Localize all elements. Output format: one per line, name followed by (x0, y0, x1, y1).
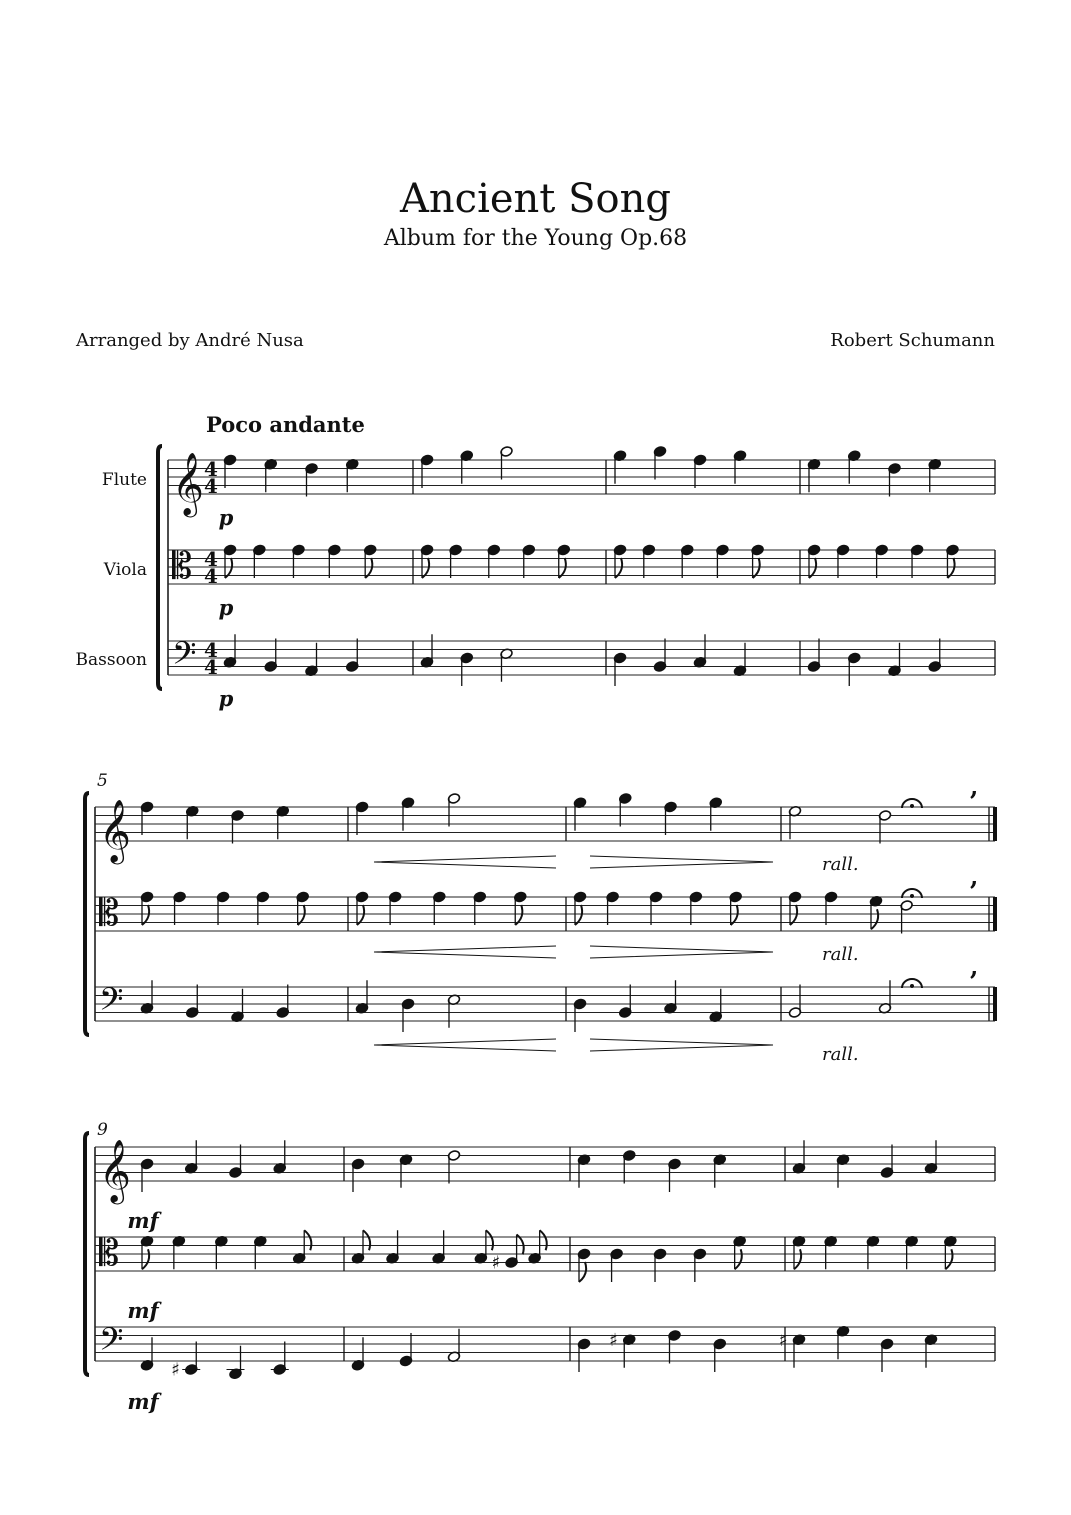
time-signature-top: 4 (204, 457, 218, 481)
dynamic-marking: p (218, 595, 234, 620)
diminuendo-hairpin (590, 946, 773, 958)
time-signature-top: 4 (204, 547, 218, 571)
instrument-name-bassoon: Bassoon (75, 650, 147, 670)
note-flag (871, 909, 878, 929)
measure-number: 9 (97, 1120, 108, 1140)
system-1 (158, 446, 995, 689)
tempo-marking: Poco andante (206, 412, 365, 437)
dynamic-marking: mf (127, 1298, 159, 1323)
fermata-dot (910, 984, 914, 988)
instrument-name-flute: Flute (101, 470, 147, 490)
system-bracket (158, 446, 162, 689)
crescendo-hairpin (374, 1039, 556, 1051)
fermata-dot (910, 894, 914, 898)
alto-clef: 𝄡 (99, 1233, 120, 1275)
rall-marking: rall. (822, 1044, 859, 1065)
note-flag (540, 1230, 547, 1250)
sharp-accidental: ♯ (779, 1329, 788, 1351)
bass-clef: 𝄢 (172, 634, 197, 679)
time-signature-top: 4 (204, 638, 218, 662)
sharp-accidental: ♯ (491, 1252, 501, 1274)
breath-mark: , (970, 862, 979, 891)
note-flag (579, 1262, 586, 1282)
system-bracket (85, 793, 89, 1035)
crescendo-hairpin (374, 856, 556, 868)
note-flag (304, 1230, 311, 1250)
bass-clef: 𝄢 (99, 980, 124, 1025)
dynamic-marking: mf (127, 1208, 159, 1233)
diminuendo-hairpin (590, 1039, 773, 1051)
rall-marking: rall. (822, 944, 859, 965)
time-signature-bottom: 4 (204, 474, 218, 498)
note-flag (735, 1249, 742, 1269)
note-flag (794, 1249, 801, 1269)
page-title: Ancient Song (400, 176, 671, 222)
bass-clef: 𝄢 (99, 1320, 124, 1365)
time-signature-bottom: 4 (204, 655, 218, 679)
breath-mark: , (970, 772, 979, 801)
system-3 (85, 1133, 995, 1380)
alto-clef: 𝄡 (172, 546, 193, 588)
arranger-credit: Arranged by André Nusa (76, 330, 304, 351)
dynamic-marking: p (218, 505, 234, 530)
diminuendo-hairpin (590, 856, 773, 868)
system-bracket (85, 1133, 89, 1375)
composer-credit: Robert Schumann (830, 330, 995, 351)
dynamic-marking: p (218, 686, 234, 711)
note-flag (945, 1249, 952, 1269)
note-flag (363, 1230, 370, 1250)
sharp-accidental: ♯ (609, 1329, 618, 1351)
fermata-dot (910, 804, 914, 808)
note-flag (486, 1230, 493, 1250)
rall-marking: rall. (822, 854, 859, 875)
measure-number: 5 (97, 771, 108, 791)
treble-clef: 𝄞 (172, 452, 204, 515)
page-subtitle: Album for the Young Op.68 (383, 226, 688, 251)
time-signature-bottom: 4 (204, 564, 218, 588)
alto-clef: 𝄡 (99, 893, 120, 935)
dynamic-marking: mf (127, 1389, 159, 1414)
treble-clef: 𝄞 (99, 1139, 131, 1202)
treble-clef: 𝄞 (99, 799, 131, 862)
sharp-accidental: ♯ (171, 1359, 180, 1381)
breath-mark: , (970, 952, 979, 981)
crescendo-hairpin (374, 946, 556, 958)
note-flag (142, 1249, 149, 1269)
system-2 (85, 793, 995, 1035)
instrument-name-viola: Viola (103, 560, 147, 580)
